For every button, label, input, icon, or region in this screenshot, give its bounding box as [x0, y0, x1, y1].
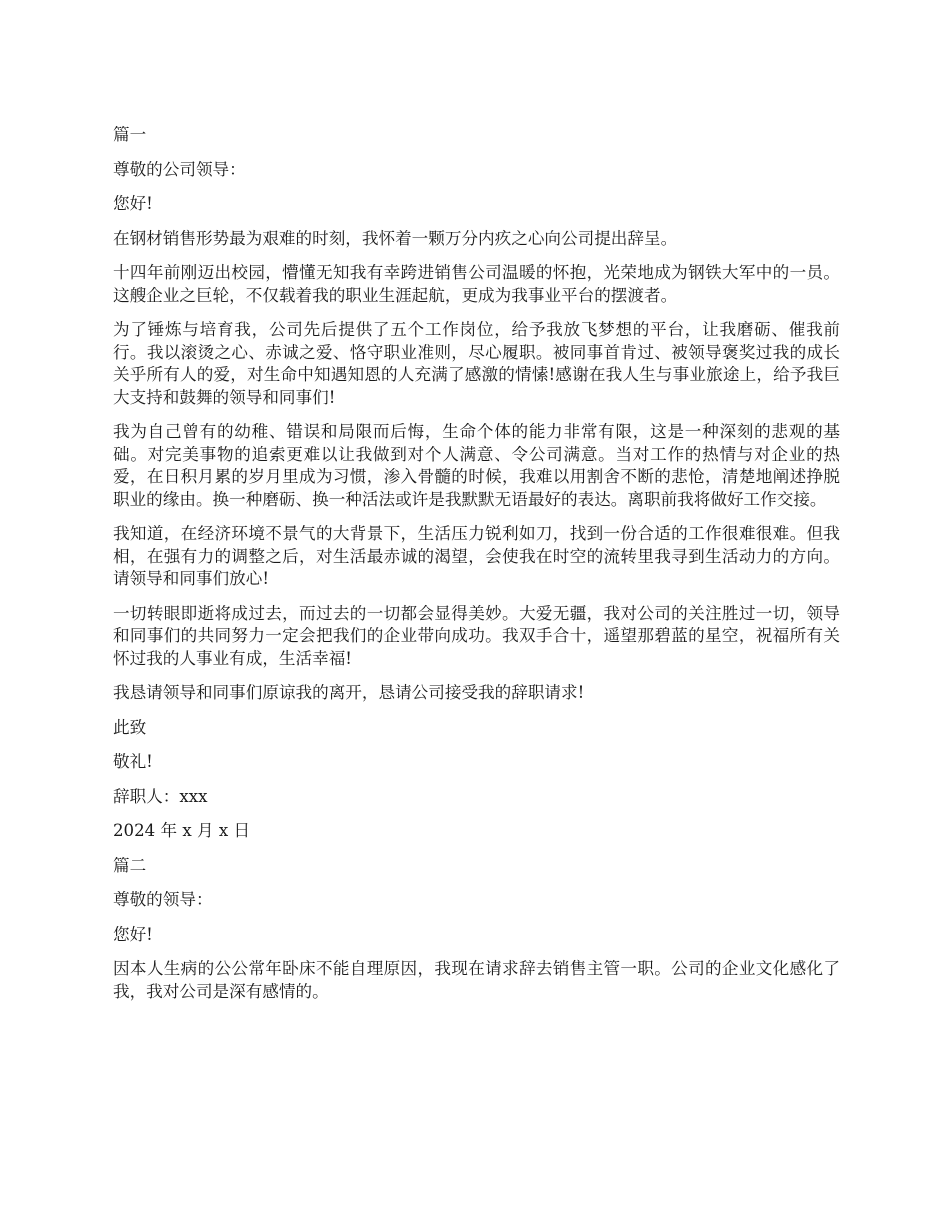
greeting: 您好!	[113, 194, 153, 213]
salutation: 尊敬的领导：	[113, 890, 213, 909]
body-paragraph: 因本人生病的公公常年卧床不能自理原因，我现在请求辞去销售主管一职。公司的企业文化感化了我，我对公司是深有感情的。	[113, 959, 840, 1001]
section-heading-1: 篇一	[113, 125, 147, 144]
salutation: 尊敬的公司领导：	[113, 159, 246, 179]
signature-line: 辞职人：xxx	[113, 786, 208, 806]
body-paragraph: 在钢材销售形势最为艰难的时刻，我怀着一颗万分内疚之心向公司提出辞呈。	[113, 228, 678, 248]
body-paragraph: 一切转眼即逝将成过去，而过去的一切都会显得美妙。大爱无疆，我对公司的关注胜过一切，领导和同事们的共同努力一定会把我们的企业带向成功。我双手合十，遥望那碧蓝的星空，祝福所有关怀过我的人事业有成，生活幸福!	[113, 603, 840, 668]
body-paragraph: 十四年前刚迈出校园，懵懂无知我有幸跨进销售公司温暖的怀抱，光荣地成为钢铁大军中的一员。这艘企业之巨轮，不仅载着我的职业生涯起航，更成为我事业平台的摆渡者。	[113, 263, 840, 305]
greeting: 您好!	[113, 924, 153, 944]
closing-line: 此致	[113, 717, 147, 737]
section-heading-2: 篇二	[113, 855, 147, 875]
body-paragraph: 为了锤炼与培育我，公司先后提供了五个工作岗位，给予我放飞梦想的平台，让我磨砺、催我前行。我以滚烫之心、赤诚之爱、恪守职业准则，尽心履职。被同事首肯过、被领导褒奖过我的成长关乎所有人的爱，对生命中知遇知恩的人充满了感激的情愫!感谢在我人生与事业旅途上，给予我巨大支持和鼓舞的领导和同事们!	[113, 320, 840, 407]
body-paragraph: 我恳请领导和同事们原谅我的离开，恳请公司接受我的辞职请求!	[113, 683, 585, 702]
body-paragraph: 我为自己曾有的幼稚、错误和局限而后悔，生命个体的能力非常有限，这是一种深刻的悲观的基础。对完美事物的追索更难以让我做到对个人满意、令公司满意。当对工作的热情与对企业的热爱，在日积月累的岁月里成为习惯，渗入骨髓的时候，我难以用割舍不断的悲怆，清楚地阐述挣脱职业的缘由。换一种磨砺、换一种活法或许是我默默无语最好的表达。离职前我将做好工作交接。	[113, 422, 840, 509]
date-line: 2024 年 x 月 x 日	[113, 821, 251, 840]
body-paragraph: 我知道，在经济环境不景气的大背景下，生活压力锐利如刀，找到一份合适的工作很难很难。但我相，在强有力的调整之后，对生活最赤诚的渴望，会使我在时空的流转里我寻到生活动力的方向。请领导和同事们放心!	[113, 524, 840, 588]
closing-salute: 敬礼!	[113, 752, 153, 771]
document-body	[113, 124, 840, 1015]
